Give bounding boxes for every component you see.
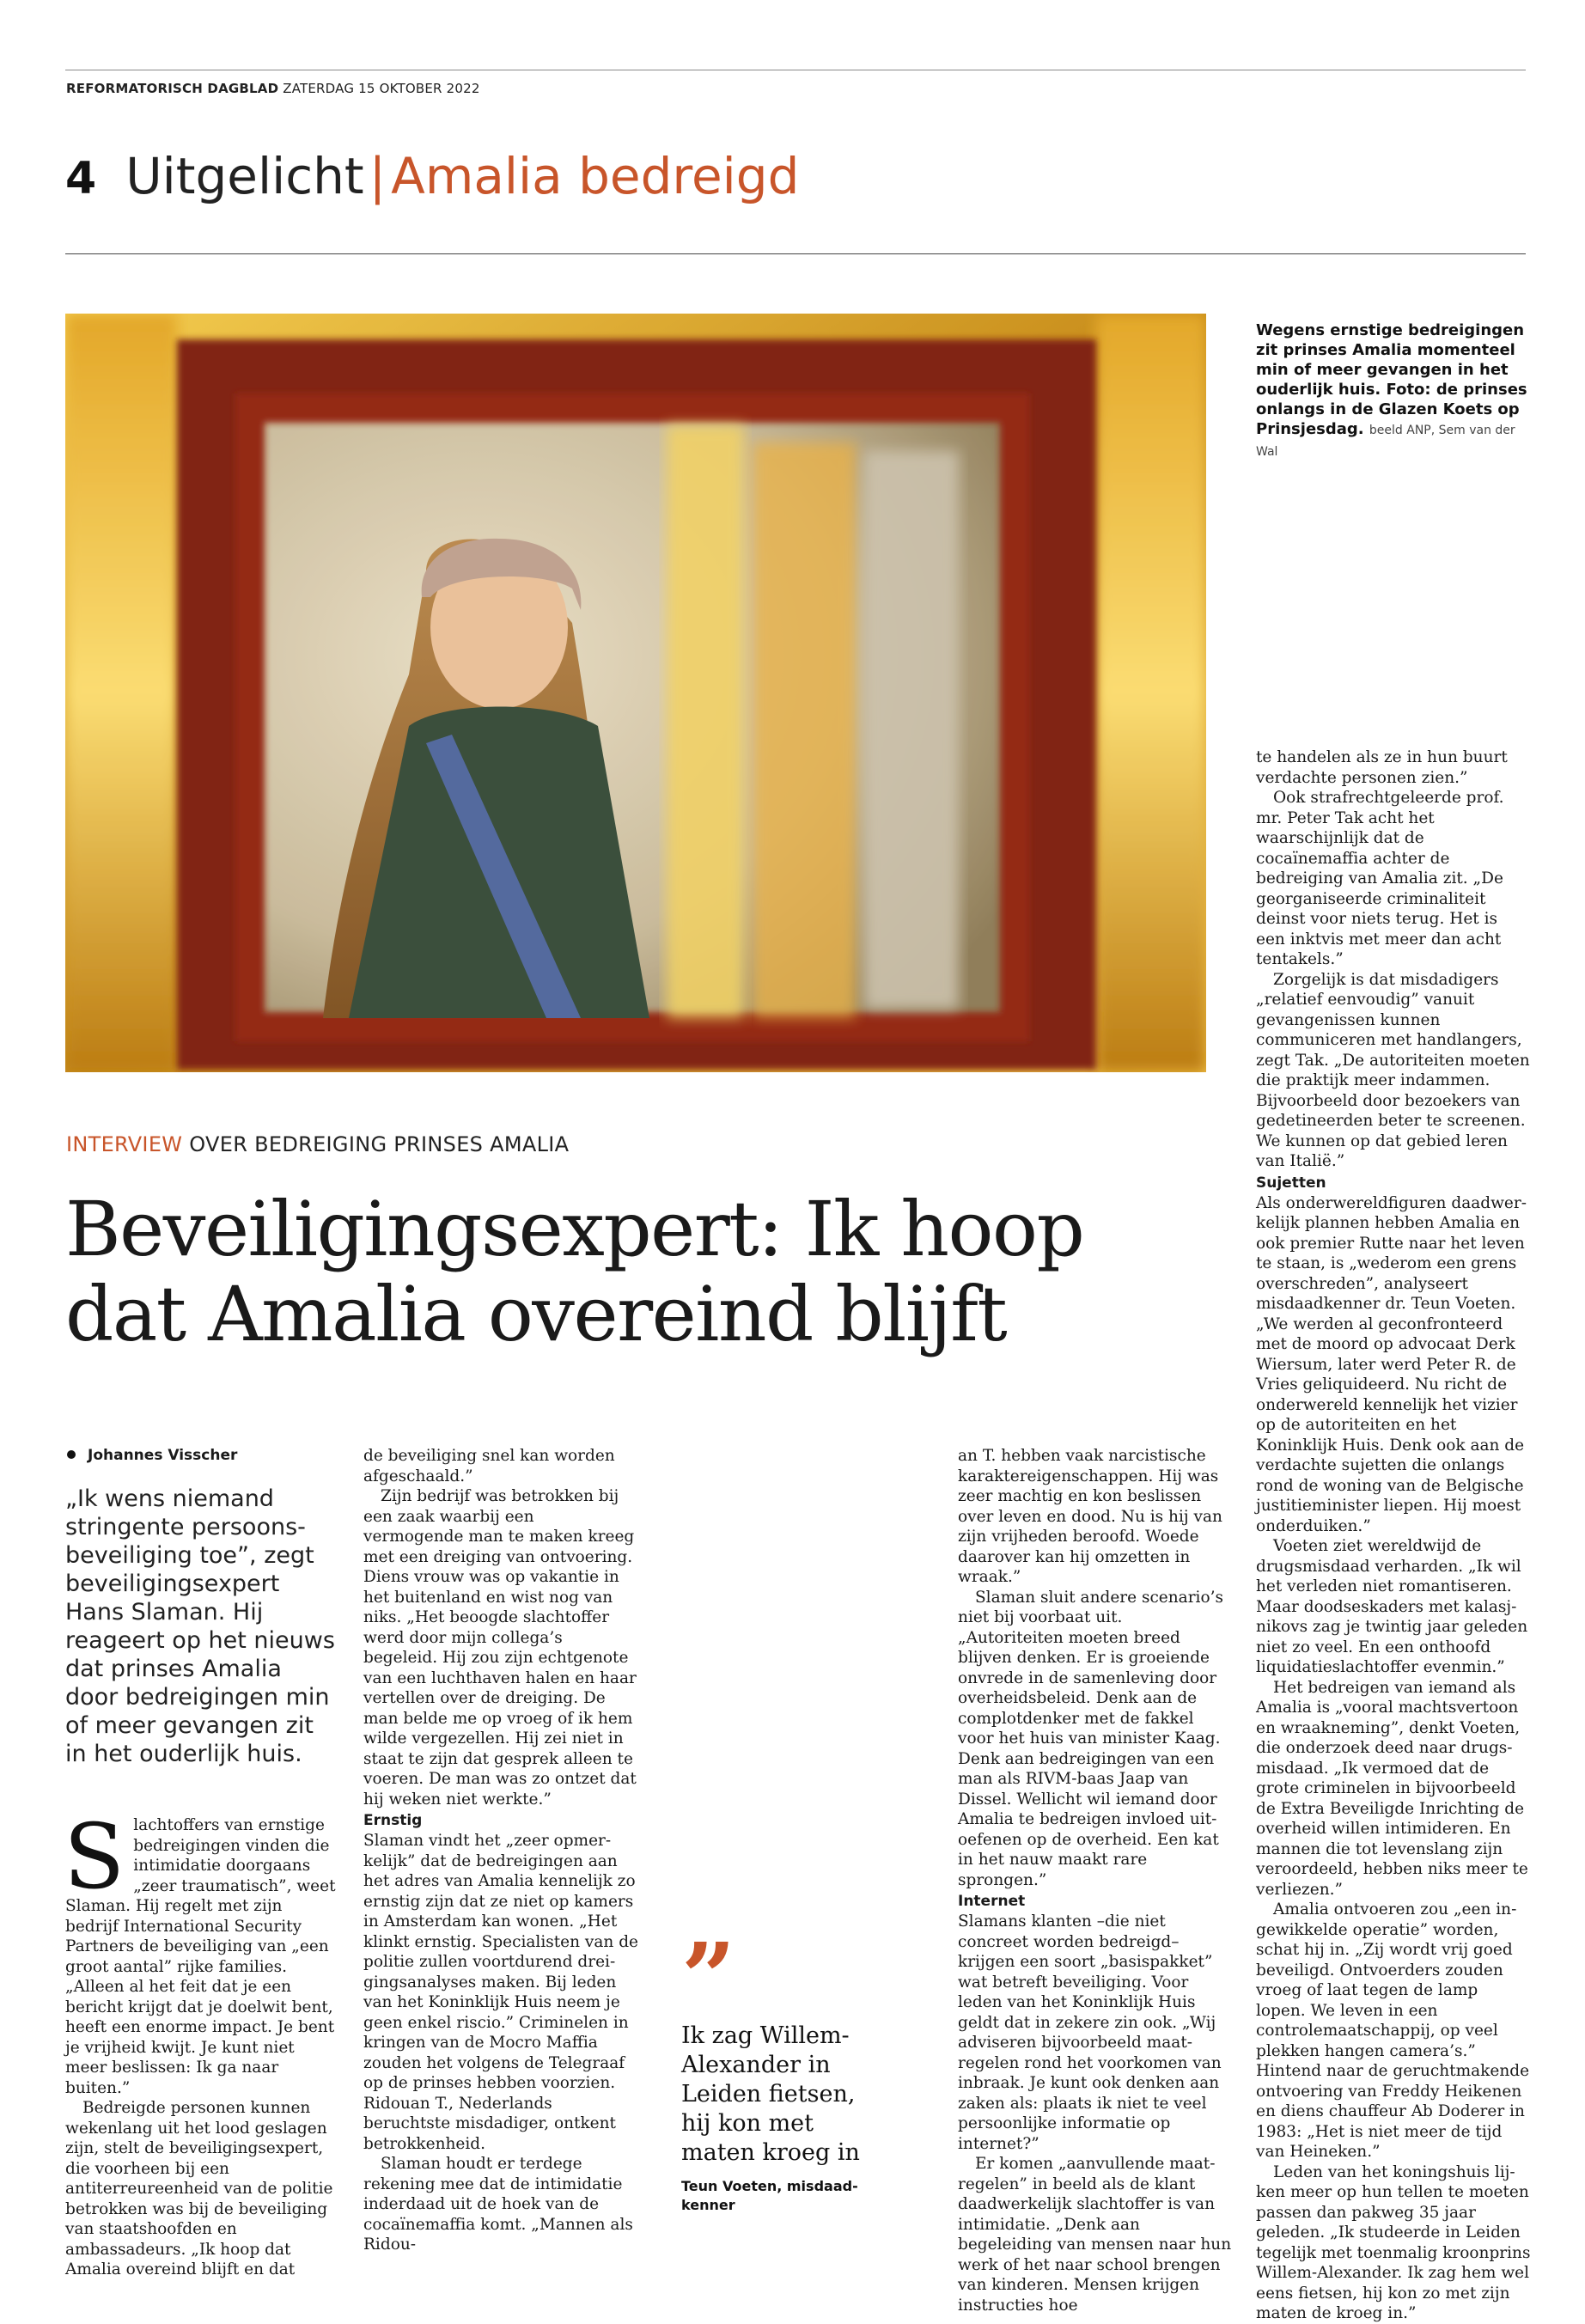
masthead — [66, 81, 480, 96]
subheading: Internet — [958, 1893, 1026, 1910]
paragraph: Het bedreigen van iemand als Amalia is „vooral machtsvertoon en wraakneming”, denkt Voeten, die onderzoek deed naar drugsmisdaad. „Ik vermoed dat de grote criminelen in bijvoorbeeld de Extra Beveiligde Inrichting de overheid willen intimideren. En mannen die tot levenslang zijn veroordeeld, hebben niks meer te verliezen.” — [1256, 1678, 1528, 1899]
paragraph: Voeten ziet wereldwijd de drugsmisdaad verharden. „Ik wil het verleden niet romantiseren. Maar doodseskaders met kalasjnikovs zag je twintig jaar geleden niet zo veel. En een onthoofd liquidatieslachtoffer evenmin.” — [1256, 1537, 1528, 1676]
intro-paragraph: „Ik wens niemand stringente persoonsbeveiliging toe”, zegt beveiligingsexpert Hans Slaman. Hij reageert op het nieuws dat prinses Amalia door bedreigingen min of meer gevangen zit in het ouderlijk huis. — [65, 1485, 335, 1767]
section-title: Uitgelicht — [125, 147, 364, 205]
paragraph — [64, 1804, 340, 2098]
lead-photo — [65, 314, 1206, 1072]
section-topic: Amalia bedreigd — [391, 147, 800, 205]
photo-credit: beeld ANP, Sem van der Wal — [1256, 424, 1515, 459]
kicker — [66, 1132, 569, 1156]
column-2 — [363, 1446, 638, 2255]
pull-quote: Ik zag Willem-Alexander in Leiden fietsen, hij kon met maten kroeg in — [681, 2022, 860, 2166]
dropcap: S — [64, 1804, 125, 1909]
paragraph: de beveiliging snel kan worden afgeschaald.” — [363, 1447, 615, 1485]
author-name: Johannes Visscher — [88, 1447, 238, 1464]
subheading: Sujetten — [1256, 1174, 1326, 1192]
column-4 — [1256, 747, 1531, 2324]
paragraph: Ook strafrechtgeleerde prof. mr. Peter Tak acht het waarschijnlijk dat de cocaïnemaffia achter de bedreiging van Amalia zit. „De georganiseerde criminaliteit deinst voor niets terug. Het is een inktvis met meer dan acht tentakels.” — [1256, 789, 1504, 968]
page-number: 4 — [65, 153, 97, 204]
paragraph: an T. hebben vaak narcistische karaktereigenschappen. Hij was zeer machtig en kon beslissen over leven en dood. Nu is hij van zijn vrijheden beroofd. Woede daarover kan hij omzetten in wraak.” — [958, 1447, 1222, 1586]
byline — [67, 1447, 237, 1464]
paragraph: Slaman vindt het „zeer opmerkelijk” dat de bedreigingen aan het adres van Amalia kennelijk zo ernstig zijn dat ze niet op kamers in Amsterdam kan wonen. „Het klinkt ernstig. Specialisten van de politie zullen voortdurend dreigingsanalyses maken. Bij leden van het Koninklijk Huis neem je geen enkel riscio.” Criminelen in kringen van de Mocro Maffia zouden het volgens de Telegraaf op de prinses hebben voorzien. Ridouan T., Nederlands beruchtste misdadiger, ontkent betrokkenheid. — [363, 1832, 638, 2153]
section-header — [65, 142, 799, 213]
caption-text: Wegens ernstige bedreigingen zit prinses Amalia momenteel min of meer gevangen in het ouderlijk huis. Foto: de prinses onlangs in de Glazen Koets op Prinsjesdag. — [1256, 321, 1527, 438]
paragraph: Slaman sluit andere scenario’s niet bij voorbaat uit. „Autoriteiten moeten breed blijven denken. Er is groeiende onvrede in de samenleving door overheidsbeleid. Denk aan de complotdenker met de fakkel voor het huis van minister Kaag. Denk aan bedreigingen van een man als RIVM-baas Jaap van Dissel. Wellicht wil iemand door Amalia te bedreigen invloed uitoefenen op de overheid. Een kat in het nauw maakt rare sprongen.” — [958, 1588, 1223, 1889]
pull-quote-source: Teun Voeten, misdaadkenner — [681, 2178, 858, 2213]
subheading: Ernstig — [363, 1812, 423, 1829]
paragraph: Er komen „aanvullende maatregelen” in beeld als de klant daadwerkelijk slachtoffer is van intimidatie. „Denk aan begeleiding van mensen naar hun werk of het naar school brengen van kinderen. Mensen krijgen instructies hoe — [958, 2155, 1232, 2315]
newspaper-name: REFORMATORISCH DAGBLAD — [66, 81, 279, 96]
section-separator: | — [369, 147, 387, 205]
paragraph: Leden van het koningshuis lijken meer op hun tellen te moeten passen dan pakweg 35 jaar geleden. „Ik studeerde in Leiden tegelijk met toenmalig kroonprins Willem-Alexander. Ik zag hem wel eens fietsen, hij kon zo met zijn maten de kroeg in.” — [1256, 2162, 1531, 2322]
column-3 — [958, 1446, 1233, 2315]
paragraph: Slaman houdt er terdege rekening mee dat de intimidatie inderdaad uit de hoek van de cocaïnemaffia komt. „Mannen als Ridou- — [363, 2155, 633, 2254]
kicker-label: INTERVIEW — [66, 1132, 183, 1156]
issue-date: ZATERDAG 15 OKTOBER 2022 — [283, 81, 480, 96]
paragraph: Slamans klanten –die niet concreet worden bedreigd– krijgen een soort „basispakket” wat betreft beveiliging. Voor leden van het Koninklijk Huis geldt dat in zekere zin ook. „Wij adviseren bijvoorbeeld maatregelen rond het voorkomen van inbraak. Je kunt ook denken aan zaken als: plaats ik niet te veel persoonlijke informatie op internet?” — [958, 1912, 1222, 2153]
paragraph: Zorgelijk is dat misdadigers „relatief eenvoudig” vanuit gevangenissen kunnen communiceren met handlangers, zegt Tak. „De autoriteiten moeten die praktijk meer indammen. Bijvoorbeeld door bezoekers van gedetineerden beter te screenen. We kunnen op dat gebied leren van Italië.” — [1256, 970, 1530, 1170]
paragraph: Als onderwereldfiguren daadwerkelijk plannen hebben Amalia en ook premier Rutte naar het leven te staan, is „wederom een grens overschreden”, analyseert misdaadkenner dr. Teun Voeten. „We werden al geconfronteerd met de moord op advocaat Derk Wiersum, later werd Peter R. de Vries geliquideerd. Nu richt de onderwereld kennelijk het vizier op de autoriteiten en het Koninklijk Huis. Denk ook aan de verdachte sujetten die onlangs rond de woning van de Belgische justitieminister liepen. Hij moest onderduiken.” — [1256, 1193, 1527, 1535]
paragraph: Amalia ontvoeren zou „een ingewikkelde operatie” worden, schat hij in. „Zij wordt vrij goed beveiligd. Ontvoerders zouden vroeg of laat tegen de lamp lopen. We leven in een controlemaatschappij, op veel plekken hangen camera’s.” Hintend naar de geruchtmakende ontvoering van Freddy Heikenen en diens chauffeur Ab Doderer in 1983: „Het is niet meer de tijd van Heineken.” — [1256, 1900, 1530, 2161]
paragraph: Bedreigde personen kunnen wekenlang uit het lood geslagen zijn, stelt de beveiligingsexpert, die voorheen bij een antiterreureenheid van de politie betrokken was bij de beveiliging van staatshoofden en ambassadeurs. „Ik hoop dat Amalia overeind blijft en dat — [65, 2099, 333, 2278]
paragraph-text: lachtoffers van ernstige bedreigingen vinden die intimidatie doorgaans „zeer traumatisch”, weet Slaman. Hij regelt met zijn bedrijf International Security Partners de beveiliging van „een groot aantal” rijke families. „Alleen al het feit dat je een bericht krijgt dat je doelwit bent, heeft een enorme impact. Je bent je vrijheid kwijt. Je kunt niet meer beslissen: Ik ga naar buiten.” — [65, 1816, 336, 2097]
paragraph: te handelen als ze in hun buurt verdachte personen zien.” — [1256, 748, 1508, 787]
column-1 — [64, 1804, 340, 2280]
photo-caption — [1256, 320, 1531, 462]
bullet-icon — [67, 1450, 76, 1459]
header-rule — [65, 253, 1526, 254]
paragraph: Zijn bedrijf was betrokken bij een zaak waarbij een vermogende man te maken kreeg met een dreiging van ontvoering. Diens vrouw was op vakantie in het buitenland en wist nog van niks. „Het beoogde slachtoffer werd door mijn collega’s begeleid. Hij zou zijn echtgenote van een luchthaven halen en haar vertellen over de dreiging. De man belde me op vroeg of ik hem wilde vergezellen. Hij zei niet in staat te zijn dat gesprek alleen te voeren. De man was zo ontzet dat hij weken niet werkte.” — [363, 1487, 637, 1809]
headline: Beveiligingsexpert: Ik hoop dat Amalia overeind blijft — [65, 1185, 1084, 1358]
kicker-text: OVER BEDREIGING PRINSES AMALIA — [189, 1132, 570, 1156]
quote-mark-icon: ” — [681, 1922, 736, 2033]
